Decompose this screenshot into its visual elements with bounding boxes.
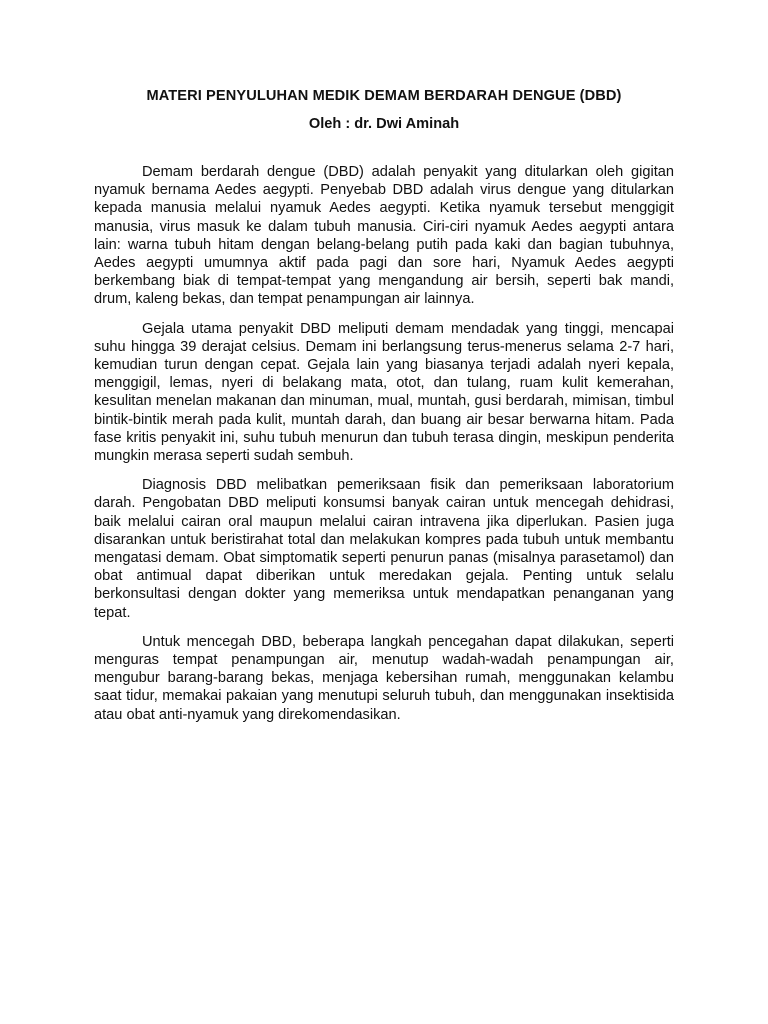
paragraph-symptoms: Gejala utama penyakit DBD meliputi demam mendadak yang tinggi, mencapai suhu hingga 39 derajat celsius. Demam ini berlangsung terus-menerus selama 2-7 hari, kemudian turun dengan cepat. Gejala lain yang biasanya terjadi adalah nyeri kepala, menggigil, lemas, nyeri di belakang mata, otot, dan tulang, ruam kulit kemerahan, kesulitan menelan makanan dan minuman, mual, muntah, gusi berdarah, mimisan, timbul bintik-bintik merah pada kulit, muntah darah, dan buang air besar berwarna hitam. Pada fase kritis penyakit ini, suhu tubuh menurun dan tubuh terasa dingin, meskipun penderita mungkin merasa seperti sudah sembuh. bbox=[94, 320, 674, 465]
document-body bbox=[94, 163, 674, 724]
paragraph-diagnosis-treatment: Diagnosis DBD melibatkan pemeriksaan fisik dan pemeriksaan laboratorium darah. Pengobatan DBD meliputi konsumsi banyak cairan untuk mencegah dehidrasi, baik melalui cairan oral maupun melalui cairan intravena jika diperlukan. Pasien juga disarankan untuk beristirahat total dan melakukan kompres pada tubuh untuk membantu mengatasi demam. Obat simptomatik seperti penurun panas (misalnya parasetamol) dan obat antimual dapat diberikan untuk meredakan gejala. Penting untuk selalu berkonsultasi dengan dokter yang memeriksa untuk mendapatkan penanganan yang tepat. bbox=[94, 477, 674, 621]
document-title: MATERI PENYULUHAN MEDIK DEMAM BERDARAH DENGUE (DBD) bbox=[146, 88, 622, 104]
document-page bbox=[94, 86, 674, 735]
document-author: Oleh : dr. Dwi Aminah bbox=[308, 116, 460, 132]
paragraph-prevention: Untuk mencegah DBD, beberapa langkah pencegahan dapat dilakukan, seperti menguras tempat penampungan air, menutup wadah-wadah penampungan air, mengubur barang-barang bekas, menjaga kebersihan rumah, menggunakan kelambu saat tidur, memakai pakaian yang menutupi seluruh tubuh, dan menggunakan insektisida atau obat anti-nyamuk yang direkomendasikan. bbox=[94, 633, 674, 723]
paragraph-definition: Demam berdarah dengue (DBD) adalah penyakit yang ditularkan oleh gigitan nyamuk bernama Aedes aegypti. Penyebab DBD adalah virus dengue yang ditularkan kepada manusia melalui nyamuk Aedes aegypti. Ketika nyamuk tersebut menggigit manusia, virus masuk ke dalam tubuh manusia. Ciri-ciri nyamuk Aedes aegypti antara lain: warna tubuh hitam dengan belang-belang putih pada kaki dan bagian tubuhnya, Aedes aegypti umumnya aktif pada pagi dan sore hari, Nyamuk Aedes aegypti berkembang biak di tempat-tempat yang mengandung air bersih, seperti bak mandi, drum, kaleng bekas, dan tempat penampungan air lainnya. bbox=[94, 164, 674, 308]
